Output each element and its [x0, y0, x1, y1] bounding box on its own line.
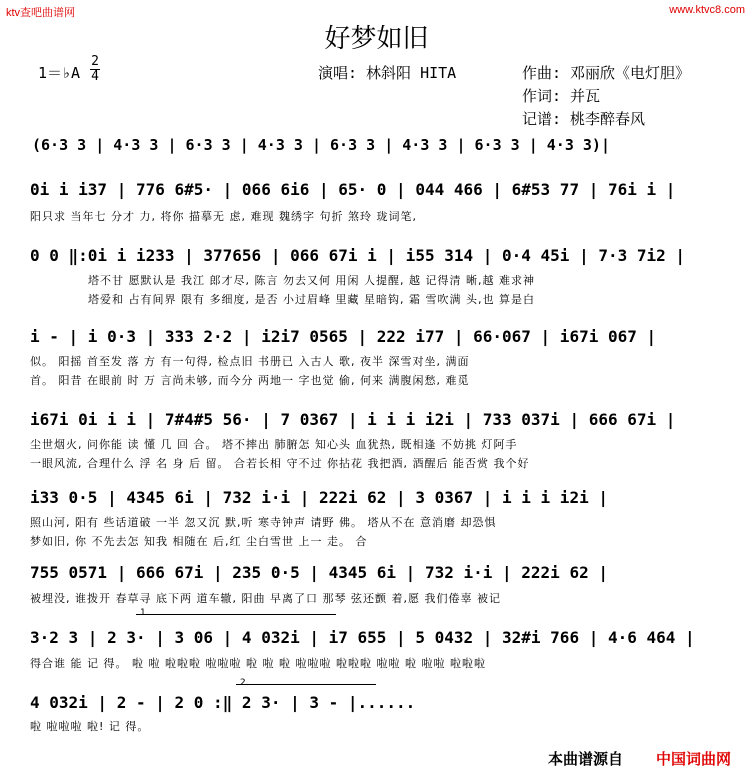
volta-1-bracket [136, 614, 336, 615]
song-title: 好梦如旧 [324, 24, 429, 54]
score-row-5-lyric-2: 梦如旧, 你 不先去怎 知我 相随在 后,红 尘白雪世 上一 走。 合 [30, 535, 368, 548]
singer: 演唱: 林斜阳 HITA [318, 64, 457, 82]
score-row-2-lyric-1: 塔不甘 愿默认是 我江 郎才尽, 陈言 勿去又何 用闲 人提醒, 越 记得清 晰,越 难求神 [88, 274, 535, 287]
footer-source-label: 本曲谱源自 [548, 750, 624, 768]
score-row-7-lyric-1: 得合谁 能 记 得。 啦 啦 啦啦啦 啦啦啦 啦 啦 啦 啦啦啦 啦啦啦 啦啦 啦 啦啦 啦啦啦 [30, 657, 486, 670]
score-row-1-lyric-1: 阳只求 当年七 分才 力, 将你 描摹无 虑, 难现 魏绣字 句折 煞玲 珑词笔, [30, 210, 417, 223]
time-sig-top: 2 [91, 54, 99, 69]
score-row-8-lyric-1: 啦 啦啦啦 啦! 记 得。 [30, 720, 150, 733]
watermark-left: ktv查吧曲谱网 [6, 7, 76, 19]
key-signature: 1＝♭A [38, 64, 81, 82]
score-row-4-notes: i67i 0i i i | 7#4#5 56· | 7 0367 | i i i i2i | 733 037i | 666 67i | [30, 410, 676, 429]
time-signature [90, 55, 100, 84]
score-row-4-lyric-1: 尘世烟火, 问你能 读 懂 几 回 合。 塔不摔出 肺腑怎 知心头 血犹热, 既相逢 不妨挑 灯阿手 [30, 438, 518, 451]
score-row-8-notes: 4 032i | 2 - | 2 0 :‖ 2 3· | 3 - |...... [30, 693, 416, 712]
score-row-3-lyric-2: 首。 阳昔 在眼前 时 万 言尚未够, 而今分 两地一 字也觉 偷, 何来 满腹闲愁, 难觅 [30, 374, 470, 387]
volta-1-marker: 1. [140, 608, 149, 618]
score-row-2-lyric-2: 塔爱和 占有间界 限有 多细度, 是否 小过眉峰 里藏 星暗钩, 霜 雪吹满 头,也 算是白 [88, 293, 535, 306]
score-row-6-notes: 755 0571 | 666 67i | 235 0·5 | 4345 6i | 732 i·i | 222i 62 | [30, 563, 608, 582]
volta-2-marker: 2. [240, 678, 249, 688]
score-row-1-notes: 0i i i37 | 776 6#5· | 066 6i6 | 65· 0 | 044 466 | 6#53 77 | 76i i | [30, 180, 676, 199]
composer: 作曲: 邓丽欣《电灯胆》 [522, 64, 691, 82]
watermark-right: www.ktvc8.com [669, 4, 745, 16]
score-row-4-lyric-2: 一眼风流, 合理什么 浮 名 身 后 留。 合若长相 守不过 你拈花 我把酒, 酒醒后 能否赏 我个好 [30, 457, 530, 470]
transcriber: 记谱: 桃李醉春风 [522, 110, 646, 128]
score-row-5-notes: i33 0·5 | 4345 6i | 732 i·i | 222i 62 | 3 0367 | i i i i2i | [30, 488, 608, 507]
score-row-0-notes: (6·3 3 | 4·3 3 | 6·3 3 | 4·3 3 | 6·3 3 | 4·3 3 | 6·3 3 | 4·3 3)| [32, 136, 610, 154]
time-sig-bottom: 4 [91, 69, 99, 84]
score-row-3-lyric-1: 似。 阳摇 首至发 落 方 有一句得, 检点旧 书册已 入古人 歌, 夜半 深雪对坐, 满面 [30, 355, 470, 368]
footer-site-name: 中国词曲网 [656, 750, 732, 768]
score-row-5-lyric-1: 照山河, 阳有 些话道破 一半 忽又沉 默,听 寒寺钟声 请野 佛。 塔从不在 意消磨 却恐惧 [30, 516, 497, 529]
score-row-2-notes: 0 0 ‖:0i i i233 | 377656 | 066 67i i | i55 314 | 0·4 45i | 7·3 7i2 | [30, 246, 686, 265]
score-row-6-lyric-1: 被埋没, 谁拨开 春草寻 底下两 道车辙, 阳曲 早离了口 那琴 弦还颤 着,愿 我们倦辜 被记 [30, 592, 501, 605]
score-row-7-notes: 3·2 3 | 2 3· | 3 06 | 4 032i | i7 655 | 5 0432 | 32#i 766 | 4·6 464 | [30, 628, 695, 647]
volta-2-bracket [236, 684, 376, 685]
score-row-3-notes: i - | i 0·3 | 333 2·2 | i2i7 0565 | 222 i77 | 66·067 | i67i 067 | [30, 327, 657, 346]
lyricist: 作词: 并瓦 [522, 87, 601, 105]
